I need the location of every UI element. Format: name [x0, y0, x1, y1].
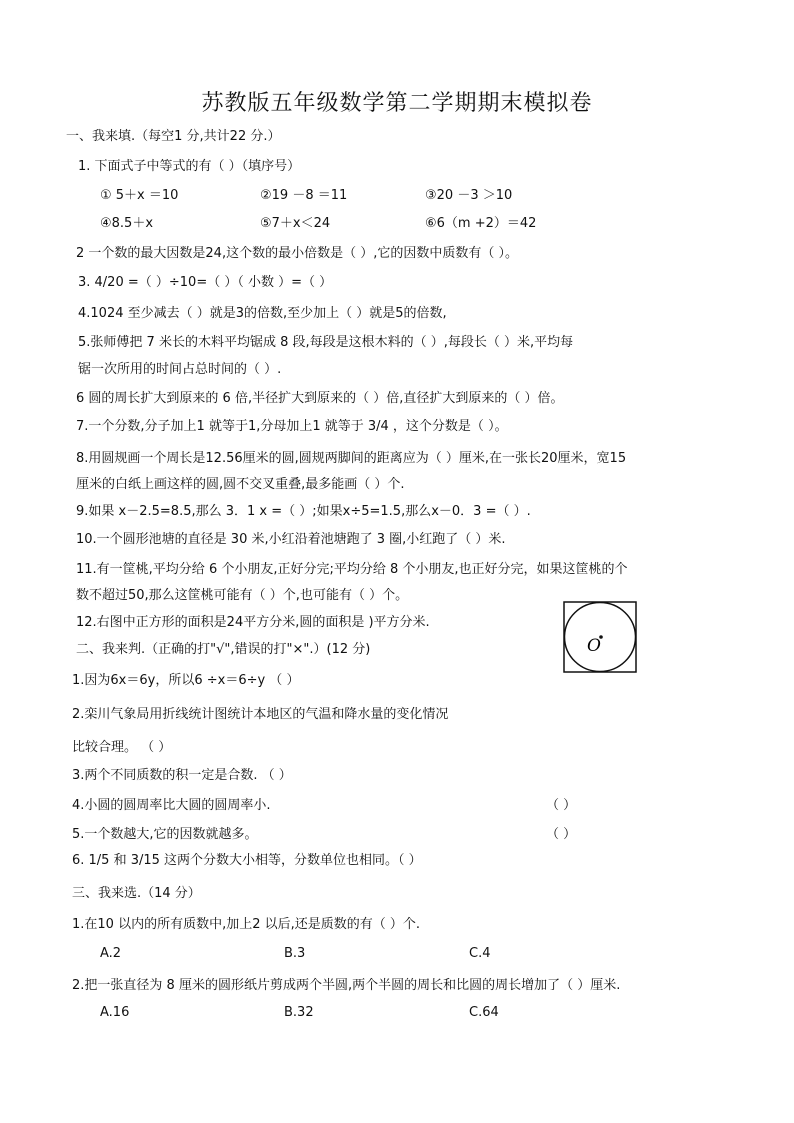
s2-q3: 3.两个不同质数的积一定是合数. （ ） [72, 768, 292, 783]
s1-q7: 7.一个分数,分子加上1 就等于1,分母加上1 就等于 3/4 ，这个分数是（ ）。 [76, 419, 508, 434]
s3-q1-option-c: C.4 [469, 946, 491, 961]
square-circle-figure [563, 601, 637, 673]
s1-q6: 6 圆的周长扩大到原来的 6 倍,半径扩大到原来的（ ）倍,直径扩大到原来的（ ）倍。 [76, 391, 564, 406]
figure-center-label: O [587, 636, 601, 656]
s1-q3: 3. 4/20 =（ ）÷10=（ ）（ 小数 ）=（ ） [78, 275, 333, 290]
page-title: 苏教版五年级数学第二学期期末模拟卷 [201, 91, 593, 116]
s2-q2-line2: 比较合理。 （ ） [72, 740, 172, 755]
s2-q2-line1: 2.栾川气象局用折线统计图统计本地区的气温和降水量的变化情况 [72, 707, 449, 722]
s2-q1: 1.因为6x＝6y，所以6 ÷x＝6÷y （ ） [72, 673, 300, 688]
s1-q1-option-6: ⑥6（m +2）＝42 [425, 216, 537, 231]
s2-q4-answer: （ ） [546, 798, 577, 813]
s1-q1-option-5: ⑤7＋x＜24 [260, 216, 331, 231]
s3-q2-option-a: A.16 [100, 1005, 130, 1020]
s1-q10: 10.一个圆形池塘的直径是 30 米,小红沿着池塘跑了 3 圈,小红跑了（ ）米. [76, 532, 506, 547]
s1-q1: 1. 下面式子中等式的有（ ）（填序号） [78, 159, 301, 174]
s3-q2-option-c: C.64 [469, 1005, 499, 1020]
s1-q2: 2 一个数的最大因数是24,这个数的最小倍数是（ ）,它的因数中质数有（ ）。 [76, 246, 518, 261]
s3-q1: 1.在10 以内的所有质数中,加上2 以后,还是质数的有（ ）个. [72, 917, 421, 932]
s1-q8-line2: 厘米的白纸上画这样的圆,圆不交叉重叠,最多能画（ ）个. [76, 477, 405, 492]
s1-q4: 4.1024 至少减去（ ）就是3的倍数,至少加上（ ）就是5的倍数, [78, 306, 447, 321]
s1-q8-line1: 8.用圆规画一个周长是12.56厘米的圆,圆规两脚间的距离应为（ ）厘米,在一张长20厘米，宽15 [76, 451, 627, 466]
s1-q1-option-4: ④8.5＋x [100, 216, 154, 231]
s1-q11-line2: 数不超过50,那么这筐桃可能有（ ）个,也可能有（ ）个。 [76, 588, 409, 603]
s3-q1-option-a: A.2 [100, 946, 122, 961]
s3-q1-option-b: B.3 [284, 946, 306, 961]
s1-q12: 12.右图中正方形的面积是24平方分米,圆的面积是 )平方分米. [76, 615, 430, 630]
s1-q1-option-2: ②19 －8 ＝11 [260, 188, 348, 203]
s3-q2: 2.把一张直径为 8 厘米的圆形纸片剪成两个半圆,两个半圆的周长和比圆的周长增加了（ ）厘米. [72, 978, 621, 993]
s1-q5-line2: 锯一次所用的时间占总时间的（ ）. [78, 362, 282, 377]
s1-q1-option-1: ① 5＋x ＝10 [100, 188, 179, 203]
s2-q5-answer: （ ） [546, 827, 577, 842]
section3-heading: 三、我来选.（14 分） [72, 886, 201, 901]
s2-q6: 6. 1/5 和 3/15 这两个分数大小相等，分数单位也相同。（ ） [72, 853, 422, 868]
s1-q5-line1: 5.张师傅把 7 米长的木料平均锯成 8 段,每段是这根木料的（ ）,每段长（ ）米,平均每 [78, 335, 574, 350]
s2-q5: 5.一个数越大,它的因数就越多。 [72, 827, 258, 842]
s1-q11-line1: 11.有一筐桃,平均分给 6 个小朋友,正好分完;平均分给 8 个小朋友,也正好分完，如果这筐桃的个 [76, 562, 628, 577]
section1-heading: 一、我来填.（每空1 分,共计22 分.） [66, 129, 281, 144]
s1-q1-option-3: ③20 －3 ＞10 [425, 188, 513, 203]
section2-heading: 二、我来判.（正确的打"√",错误的打"×".）(12 分) [76, 642, 371, 657]
s2-q4: 4.小圆的圆周率比大圆的圆周率小. [72, 798, 271, 813]
s1-q9: 9.如果 x－2.5=8.5,那么 3．1 x =（ ）;如果x÷5=1.5,那么x－0．3 =（ ）. [76, 504, 531, 519]
s3-q2-option-b: B.32 [284, 1005, 314, 1020]
